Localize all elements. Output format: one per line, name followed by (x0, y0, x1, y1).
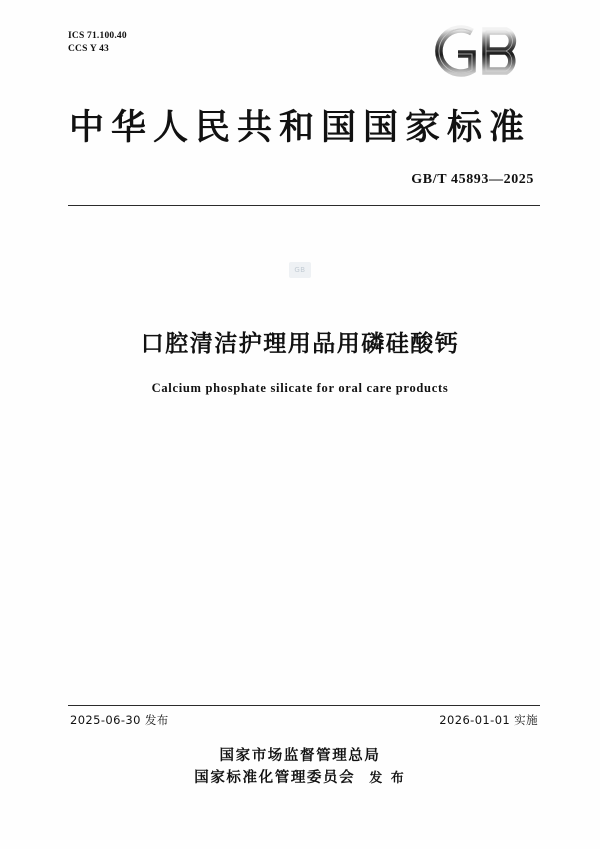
national-standard-heading: 中华人民共和国国家标准 (68, 108, 531, 148)
ics-code: ICS 71.100.40 (68, 31, 127, 41)
gb-emblem-icon (428, 20, 540, 82)
document-title-chinese: 口腔清洁护理用品用磷硅酸钙 (140, 331, 460, 357)
header-divider (68, 205, 540, 206)
classification-codes (68, 30, 127, 56)
ccs-code: CCS Y 43 (68, 44, 110, 54)
issuer-committee: 国家标准化管理委员会 (194, 770, 356, 786)
document-title-english: Calcium phosphate silicate for oral care products (151, 381, 449, 395)
footer-divider (68, 705, 540, 706)
issuing-authorities (0, 745, 600, 790)
issuer-committee-row (0, 767, 600, 790)
publish-label: 发 布 (369, 771, 406, 786)
issue-date: 2025-06-30 发布 (70, 713, 169, 727)
standard-number: GB/T 45893—2025 (411, 172, 534, 187)
gb-watermark-stamp: GB (289, 262, 311, 278)
implementation-date: 2026-01-01 实施 (439, 713, 538, 727)
issuer-administration: 国家市场监督管理总局 (219, 748, 381, 764)
